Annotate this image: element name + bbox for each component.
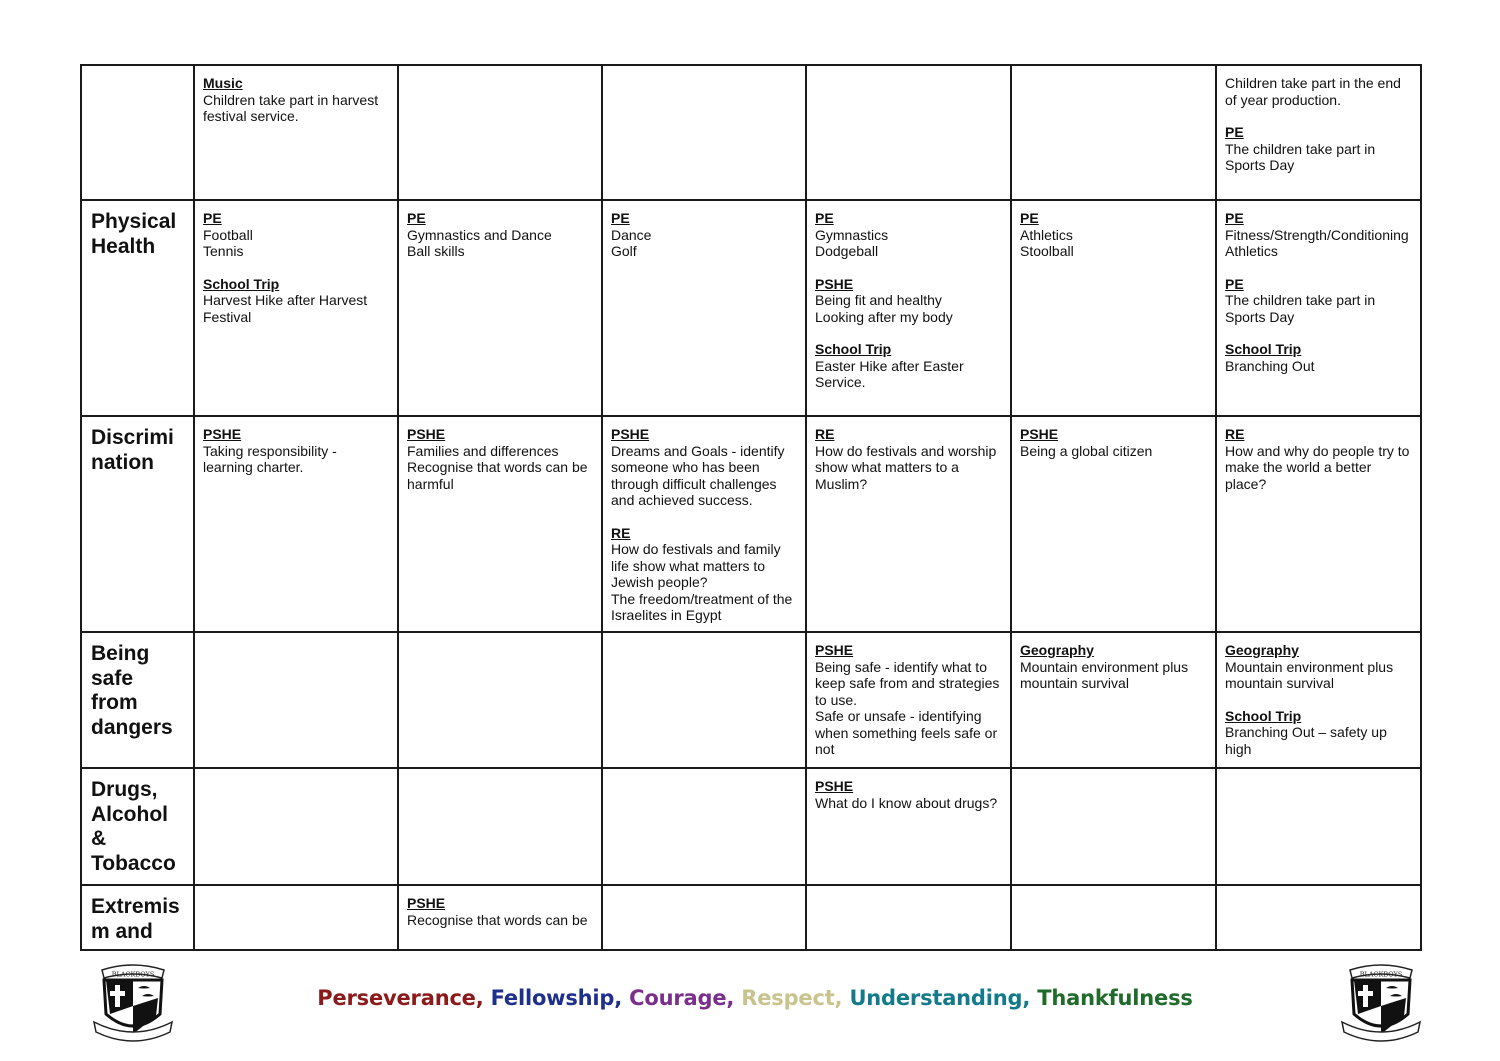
table-cell <box>398 632 602 768</box>
cell-block <box>815 642 1002 758</box>
cell-text: Dodgeball <box>815 243 879 259</box>
table-cell <box>194 65 398 200</box>
table-cell <box>602 200 806 416</box>
cell-block <box>407 210 593 260</box>
table-cell <box>1216 768 1421 885</box>
table-cell <box>1011 200 1216 416</box>
subject-heading: School Trip <box>1225 707 1302 724</box>
cell-text: Gymnastics and Dance <box>407 226 552 243</box>
subject-heading: RE <box>611 524 631 541</box>
cell-text: Fitness/Strength/Conditioning <box>1225 226 1409 243</box>
crest-lettering: BLACKBOYS <box>111 970 155 979</box>
subject-heading: RE <box>815 426 835 442</box>
cell-block <box>1225 210 1412 260</box>
cell-block <box>815 276 1002 326</box>
row-heading: Physical Health <box>81 200 194 416</box>
value-word: Fellowship <box>490 986 615 1010</box>
table-cell <box>398 885 602 950</box>
table-cell <box>1216 632 1421 768</box>
cell-block <box>1225 708 1412 758</box>
table-cell <box>194 416 398 632</box>
cell-text: The children take part in Sports Day <box>1225 292 1376 325</box>
cell-block <box>611 426 797 509</box>
subject-heading: PE <box>1225 124 1244 140</box>
table-cell <box>806 416 1011 632</box>
cell-block <box>1020 642 1207 692</box>
subject-heading: PE <box>1225 275 1244 292</box>
cell-text: Stoolball <box>1020 243 1074 259</box>
cell-text: Mountain environment plus mountain survival <box>1020 658 1189 691</box>
table-row <box>81 65 1421 200</box>
subject-heading: Geography <box>1225 642 1299 658</box>
cell-block <box>203 210 389 260</box>
cell-block <box>815 341 1002 391</box>
table-cell <box>602 416 806 632</box>
table-cell <box>194 200 398 416</box>
cell-text: Athletics <box>1225 243 1278 259</box>
table-cell <box>806 885 1011 950</box>
table-cell <box>1011 632 1216 768</box>
value-word: Perseverance <box>317 986 476 1010</box>
table-row <box>81 632 1421 768</box>
subject-heading: PSHE <box>815 642 854 658</box>
cell-block <box>815 426 1002 492</box>
cell-text: What do I know about drugs? <box>815 794 998 811</box>
subject-heading: School Trip <box>1225 341 1302 357</box>
subject-heading: PSHE <box>815 778 854 794</box>
table-cell <box>194 885 398 950</box>
subject-heading: PE <box>407 210 426 226</box>
subject-heading: PSHE <box>1020 426 1059 442</box>
cell-text: Dreams and Goals - identify someone who has been through difficult challenges and achieved success. <box>611 442 785 508</box>
crest-lettering: BLACKBOYS <box>1359 970 1403 979</box>
cell-block <box>1020 210 1207 260</box>
table-cell <box>398 768 602 885</box>
subject-heading: PE <box>1225 210 1244 226</box>
row-heading: Discrimination <box>81 416 194 632</box>
cell-block <box>1225 124 1412 174</box>
table-cell <box>1011 768 1216 885</box>
table-cell <box>806 200 1011 416</box>
value-separator: , <box>726 986 742 1010</box>
cell-text: Mountain environment plus mountain survival <box>1225 658 1394 691</box>
table-cell <box>1011 65 1216 200</box>
cell-block <box>203 276 389 326</box>
cell-block <box>1225 642 1412 692</box>
school-values-footer <box>0 986 1500 1010</box>
cell-text: Ball skills <box>407 243 465 259</box>
table-cell <box>1011 416 1216 632</box>
value-separator: , <box>614 986 630 1010</box>
cell-text: Easter Hike after Easter Service. <box>815 357 964 390</box>
table-row <box>81 416 1421 632</box>
cell-text: Golf <box>611 243 637 259</box>
row-heading: Drugs, Alcohol & Tobacco <box>81 768 194 885</box>
row-heading <box>81 65 194 200</box>
value-separator: , <box>1022 986 1038 1010</box>
table-cell <box>806 632 1011 768</box>
cell-text: Harvest Hike after Harvest Festival <box>203 292 368 325</box>
subject-heading: School Trip <box>203 275 280 292</box>
cell-text: Families and differences <box>407 442 559 459</box>
cell-text: How do festivals and worship show what matters to a Muslim? <box>815 442 997 492</box>
table-row <box>81 885 1421 950</box>
curriculum-table <box>80 64 1422 951</box>
value-separator: , <box>834 986 850 1010</box>
cell-block <box>815 778 1002 811</box>
cell-text: Branching Out <box>1225 357 1315 374</box>
cell-text: Dance <box>611 226 652 243</box>
subject-heading: RE <box>1225 426 1245 442</box>
table-cell <box>398 200 602 416</box>
table-cell <box>398 65 602 200</box>
cell-text: Being safe - identify what to keep safe from and strategies to use. <box>815 658 1000 708</box>
table-cell <box>398 416 602 632</box>
cell-block <box>611 210 797 260</box>
subject-heading: Geography <box>1020 642 1094 658</box>
cell-block <box>407 895 593 928</box>
cell-text: Children take part in harvest festival service. <box>203 91 379 124</box>
subject-heading: PSHE <box>815 275 854 292</box>
subject-heading: PSHE <box>611 426 650 442</box>
row-heading: Extremism and <box>81 885 194 950</box>
table-cell <box>1216 885 1421 950</box>
value-word: Courage <box>629 986 727 1010</box>
subject-heading: PSHE <box>203 426 242 442</box>
table-cell <box>1216 65 1421 200</box>
table-row <box>81 768 1421 885</box>
cell-block <box>1225 75 1412 108</box>
value-word: Respect <box>741 986 835 1010</box>
cell-block <box>1020 426 1207 459</box>
value-word: Understanding <box>849 986 1023 1010</box>
cell-text: How do festivals and family life show what matters to Jewish people? <box>611 541 781 590</box>
cell-text: Recognise that words can be harmful <box>407 459 588 492</box>
table-cell <box>602 885 806 950</box>
table-cell <box>806 65 1011 200</box>
table-cell <box>194 768 398 885</box>
cell-text: Looking after my body <box>815 308 953 325</box>
cell-text: Tennis <box>203 243 244 259</box>
cell-text: Children take part in the end of year production. <box>1225 75 1401 108</box>
cell-block <box>815 210 1002 260</box>
cell-block <box>1225 276 1412 326</box>
subject-heading: PSHE <box>407 895 446 911</box>
cell-text: Recognise that words can be <box>407 911 588 928</box>
subject-heading: PE <box>203 210 222 226</box>
subject-heading: PSHE <box>407 426 446 442</box>
cell-text: Being fit and healthy <box>815 292 942 308</box>
subject-heading: School Trip <box>815 341 892 357</box>
subject-heading: PE <box>815 210 834 226</box>
value-separator: , <box>475 986 491 1010</box>
cell-text: The freedom/treatment of the Israelites in Egypt <box>611 590 793 623</box>
cell-text: How and why do people try to make the world a better place? <box>1225 442 1410 492</box>
cell-text: Being a global citizen <box>1020 442 1153 459</box>
cell-text: Football <box>203 226 253 243</box>
subject-heading: PE <box>611 210 630 226</box>
table-cell <box>806 768 1011 885</box>
cell-text: The children take part in Sports Day <box>1225 140 1376 173</box>
cell-block <box>203 75 389 125</box>
cell-text: Safe or unsafe - identifying when something feels safe or not <box>815 708 998 757</box>
cell-text: Athletics <box>1020 226 1073 243</box>
table-cell <box>602 768 806 885</box>
table-cell <box>194 632 398 768</box>
cell-text: Gymnastics <box>815 226 889 243</box>
cell-block <box>407 426 593 492</box>
cell-text: Branching Out – safety up high <box>1225 724 1387 757</box>
table-cell <box>602 65 806 200</box>
subject-heading: Music <box>203 75 243 91</box>
table-cell <box>1216 416 1421 632</box>
cell-block <box>203 426 389 476</box>
cell-block <box>611 525 797 624</box>
cell-text: Taking responsibility - learning charter. <box>203 442 337 475</box>
table-cell <box>1216 200 1421 416</box>
table-cell <box>602 632 806 768</box>
value-word: Thankfulness <box>1037 986 1193 1010</box>
table-cell <box>1011 885 1216 950</box>
subject-heading: PE <box>1020 210 1039 226</box>
cell-block <box>1225 426 1412 492</box>
table-row <box>81 200 1421 416</box>
cell-block <box>1225 341 1412 374</box>
row-heading: Being safe from dangers <box>81 632 194 768</box>
